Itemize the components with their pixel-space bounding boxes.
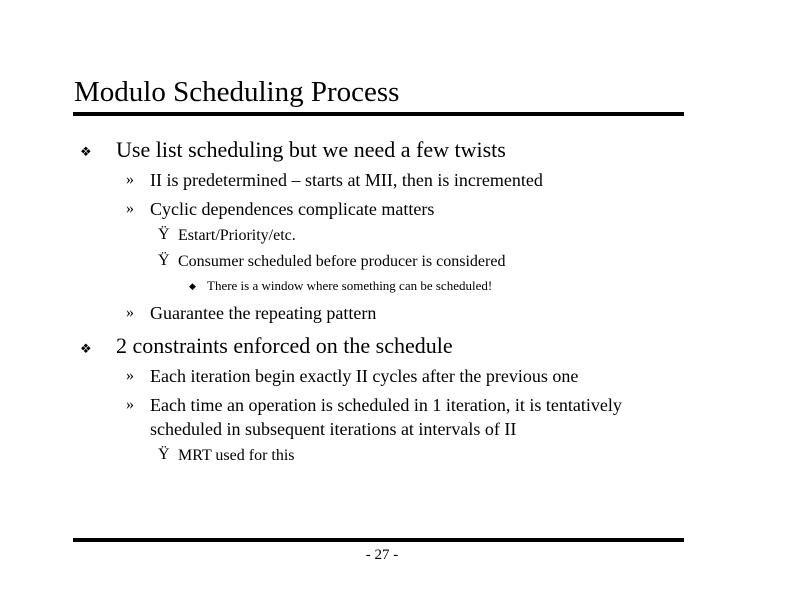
y-diaeresis-bullet-icon: Ÿ (158, 446, 170, 463)
bullet-2: 2 constraints enforced on the schedule (116, 333, 453, 358)
bullet-1-3: Guarantee the repeating pattern (150, 303, 377, 323)
y-diaeresis-bullet-icon: Ÿ (158, 226, 170, 243)
bullet-2-2: Each time an operation is scheduled in 1 iteration, it is tentatively scheduled in subsequent iterations at intervals of II (150, 395, 622, 439)
raquo-bullet-icon: » (126, 171, 134, 188)
diamond-bullet-icon: ❖ (80, 144, 92, 159)
bullet-1-2: Cyclic dependences complicate matters (150, 199, 435, 219)
page-number (0, 547, 792, 564)
small-diamond-bullet-icon: ◆ (189, 281, 196, 291)
raquo-bullet-icon: » (126, 200, 134, 217)
y-diaeresis-bullet-icon: Ÿ (158, 252, 170, 269)
raquo-bullet-icon: » (126, 304, 134, 321)
bullet-2-2-1: MRT used for this (178, 447, 295, 464)
page-number-text: - 27 - (365, 547, 399, 563)
raquo-bullet-icon: » (126, 367, 134, 384)
bullet-1-2-1: Estart/Priority/etc. (178, 227, 296, 244)
diamond-bullet-icon: ❖ (80, 341, 92, 356)
bullet-2-1: Each iteration begin exactly II cycles after the previous one (150, 366, 579, 386)
bullet-1-2-2-1: There is a window where something can be scheduled! (207, 278, 493, 293)
bullet-1-2-2: Consumer scheduled before producer is considered (178, 253, 506, 270)
slide-title: Modulo Scheduling Process (74, 76, 400, 108)
footer-divider (73, 538, 684, 542)
bullet-1: Use list scheduling but we need a few twists (116, 137, 506, 162)
bullet-1-1: II is predetermined – starts at MII, then is incremented (150, 170, 543, 190)
title-divider (73, 112, 684, 116)
raquo-bullet-icon: » (126, 396, 134, 413)
